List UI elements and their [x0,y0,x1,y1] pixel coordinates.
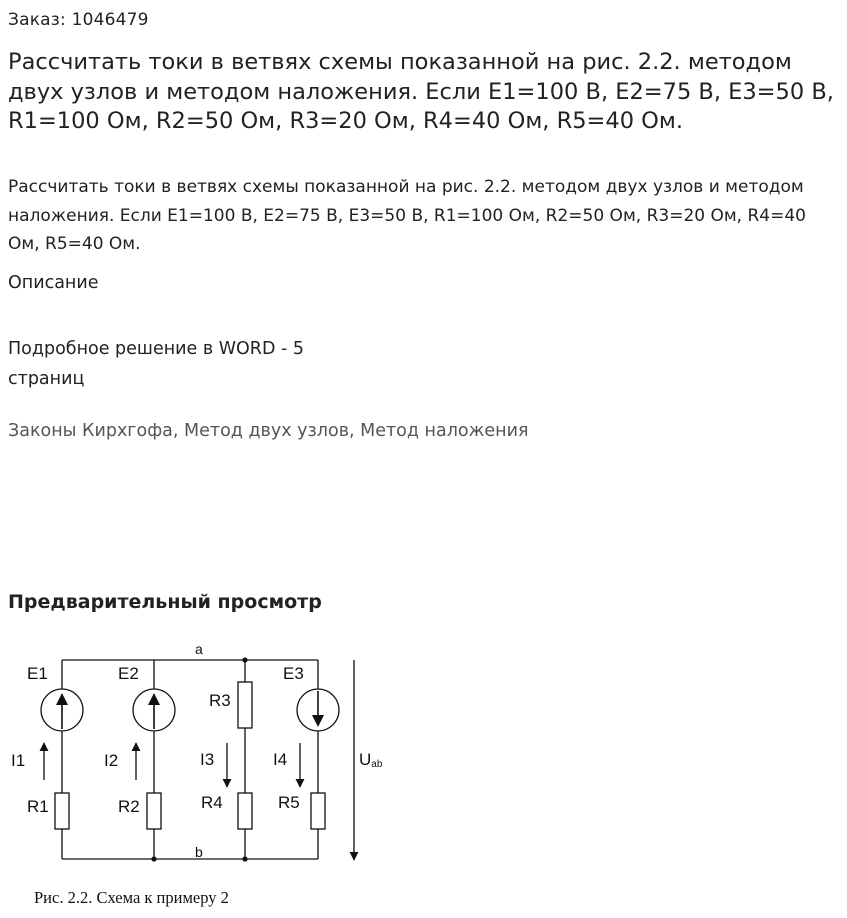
label-r5: R5 [278,793,300,812]
tags-list: Законы Кирхгофа, Метод двух узлов, Метод наложения [8,421,529,441]
solution-note: Подробное решение в WORD - 5 страниц [8,339,305,389]
label-i2: I2 [104,751,119,770]
resistor-r3 [238,682,252,728]
label-e2: E2 [118,664,139,683]
node-a-label: a [195,641,203,657]
label-uab-sub: ab [371,759,383,770]
label-i3: I3 [200,750,215,769]
figure-caption: Рис. 2.2. Схема к примеру 2 [34,888,229,907]
label-e1: E1 [27,664,48,683]
resistor-r1 [55,793,69,829]
node-b-dot-2 [242,856,247,861]
resistor-r4 [238,793,252,829]
resistor-r5 [311,793,325,829]
source-e1 [41,689,83,731]
source-e3 [297,689,339,731]
label-r4: R4 [201,793,223,812]
label-r2: R2 [118,797,140,816]
node-a-dot [242,657,247,662]
resistor-r2 [147,793,161,829]
label-r1: R1 [27,797,49,816]
node-b-label: b [195,844,203,860]
label-i4: I4 [273,750,288,769]
page-title: Рассчитать токи в ветвях схемы показанной на рис. 2.2. методом двух узлов и методом наложения. Если E1=100 В, E2=75 В, E3=50 В, R1=100 Ом, R2=50 Ом, R3=20 Ом, R4=40 Ом, R5=40 Ом. [8,49,834,134]
task-description: Рассчитать токи в ветвях схемы показанной на рис. 2.2. методом двух узлов и методом наложения. Если E1=100 В, E2=75 В, E3=50 В, R1=100 Ом, R2=50 Ом, R3=20 Ом, R4=40 Ом, R5=40 Ом. [8,177,806,254]
label-e3: E3 [283,664,304,683]
order-number: Заказ: 1046479 [8,10,149,30]
description-heading: Описание [8,273,99,293]
label-uab-main: U [359,750,372,769]
source-e2 [133,689,175,731]
label-i1: I1 [11,751,26,770]
preview-heading: Предварительный просмотр [8,591,322,613]
node-b-dot-1 [151,856,156,861]
label-r3: R3 [209,691,231,710]
circuit-schematic [0,630,420,880]
label-uab [359,750,383,770]
